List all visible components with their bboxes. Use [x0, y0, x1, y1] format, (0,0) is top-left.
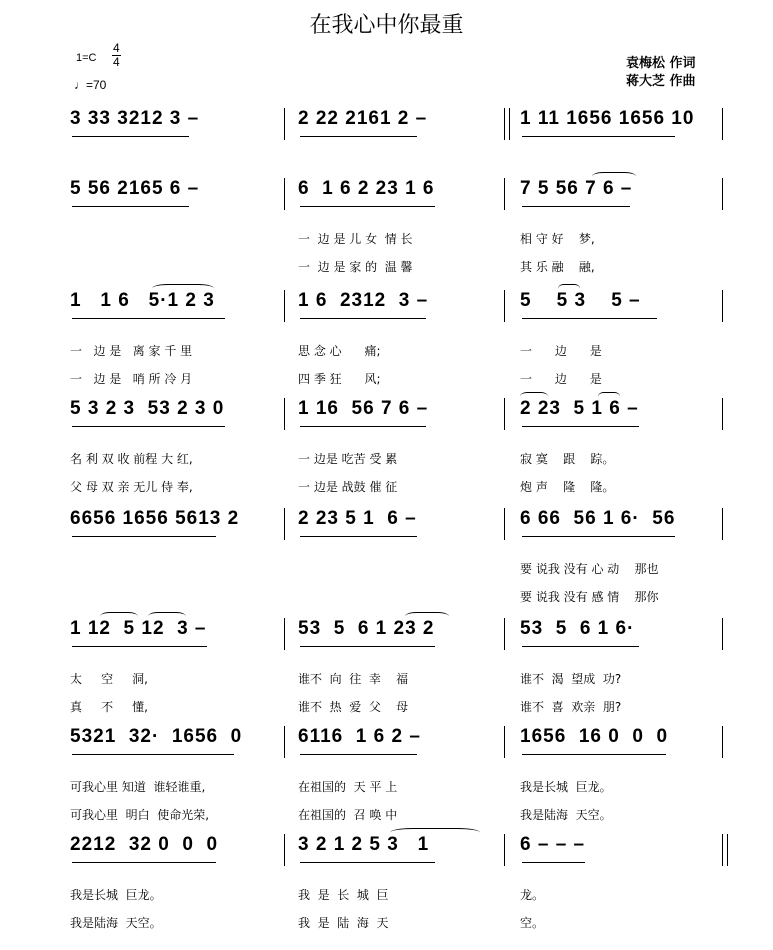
lyric-verse-1: 一 边是 吃苦 受 累	[298, 452, 398, 466]
notes-measure: 6 1 6 2 23 1 6	[298, 178, 435, 199]
notes-measure: 1 6 2312 3 –	[298, 290, 429, 311]
notes-measure: 1656 16 0 0 0	[520, 726, 669, 747]
beam-line	[300, 318, 426, 319]
barline	[284, 108, 285, 140]
beam-line	[72, 754, 234, 755]
slur-mark	[152, 284, 214, 293]
lyric-verse-2: 一 边 是	[520, 372, 602, 386]
beam-line	[300, 426, 426, 427]
notes-measure: 1 1 6 5·1 2 3	[70, 290, 215, 311]
beam-line	[72, 136, 189, 137]
notes-measure: 1 16 56 7 6 –	[298, 398, 429, 419]
beam-line	[72, 206, 189, 207]
beam-line	[300, 862, 435, 863]
barline	[722, 398, 723, 430]
lyric-verse-1: 谁不 渴 望成 功?	[520, 672, 622, 686]
barline	[284, 508, 285, 540]
lyric-verse-2: 一 边是 战鼓 催 征	[298, 480, 398, 494]
lyric-verse-2: 一 边 是 哨 所 冷 月	[70, 372, 193, 386]
lyricist-credit: 袁梅松 作词	[626, 56, 696, 71]
notes-measure: 2 22 2161 2 –	[298, 108, 428, 129]
beam-line	[522, 754, 666, 755]
barline	[284, 618, 285, 650]
lyric-verse-1: 太 空 洞,	[70, 672, 148, 686]
lyric-verse-1: 相 守 好 梦,	[520, 232, 595, 246]
beam-line	[72, 646, 207, 647]
barline	[504, 290, 505, 322]
lyric-verse-2: 我是陆海 天空。	[70, 916, 162, 930]
beam-line	[72, 318, 225, 319]
notes-measure: 6116 1 6 2 –	[298, 726, 421, 747]
notes-measure: 6 66 56 1 6· 56	[520, 508, 676, 529]
notes-measure: 6656 1656 5613 2	[70, 508, 240, 529]
barline	[504, 508, 505, 540]
slur-mark	[558, 284, 580, 293]
beam-line	[522, 136, 675, 137]
notes-measure: 5 5 3 5 –	[520, 290, 641, 311]
barline	[722, 508, 723, 540]
lyric-verse-1: 我是长城 巨龙。	[520, 780, 612, 794]
notes-measure: 2 23 5 1 6 –	[520, 398, 639, 419]
beam-line	[522, 426, 639, 427]
barline	[284, 178, 285, 210]
notes-measure: 5 3 2 3 53 2 3 0	[70, 398, 225, 419]
lyric-verse-1: 一 边 是 儿 女 情 长	[298, 232, 413, 246]
lyric-verse-2: 其 乐 融 融,	[520, 260, 595, 274]
tempo-marking: ♩=70	[74, 78, 107, 92]
lyric-verse-1: 思 念 心 痛;	[298, 344, 381, 358]
beam-line	[522, 536, 675, 537]
barline	[504, 108, 510, 140]
notes-measure: 2 23 5 1 6 –	[298, 508, 417, 529]
beam-line	[300, 536, 417, 537]
beam-line	[72, 536, 216, 537]
beam-line	[72, 862, 216, 863]
notes-measure: 3 2 1 2 5 3 1	[298, 834, 430, 855]
lyric-verse-2: 四 季 狂 风;	[298, 372, 381, 386]
lyric-verse-2: 真 不 懂,	[70, 700, 148, 714]
song-title: 在我心中你最重	[309, 13, 464, 38]
barline	[722, 834, 728, 866]
lyric-verse-1: 名 利 双 收 前程 大 红,	[70, 452, 193, 466]
barline	[284, 834, 285, 866]
lyric-verse-1: 可我心里 知道 谁轻谁重,	[70, 780, 206, 794]
beam-line	[522, 206, 630, 207]
barline	[722, 178, 723, 210]
time-signature-top: 4	[113, 41, 120, 55]
lyric-verse-2: 要 说我 没有 感 情 那你	[520, 590, 659, 604]
barline	[722, 618, 723, 650]
barline	[504, 398, 505, 430]
notes-measure: 6 – – –	[520, 834, 586, 855]
lyric-verse-1: 我 是 长 城 巨	[298, 888, 389, 902]
time-signature-bottom: 4	[113, 55, 120, 69]
beam-line	[522, 318, 657, 319]
lyric-verse-1: 一 边 是 离 家 千 里	[70, 344, 193, 358]
lyric-verse-2: 在祖国的 召 唤 中	[298, 808, 398, 822]
barline	[504, 178, 505, 210]
key-signature: 1=C	[76, 52, 97, 64]
beam-line	[522, 862, 585, 863]
lyric-verse-1: 在祖国的 天 平 上	[298, 780, 398, 794]
lyric-verse-2: 我是陆海 天空。	[520, 808, 612, 822]
slur-mark	[390, 828, 480, 837]
notes-measure: 53 5 6 1 23 2	[298, 618, 435, 639]
barline	[284, 726, 285, 758]
barline	[722, 290, 723, 322]
barline	[722, 726, 723, 758]
lyric-verse-2: 谁不 喜 欢亲 朋?	[520, 700, 622, 714]
lyric-verse-1: 龙。	[520, 888, 545, 902]
beam-line	[522, 646, 639, 647]
notes-measure: 7 5 56 7 6 –	[520, 178, 633, 199]
lyric-verse-1: 要 说我 没有 心 动 那也	[520, 562, 659, 576]
notes-measure: 53 5 6 1 6·	[520, 618, 635, 639]
notes-measure: 2212 32 0 0 0	[70, 834, 219, 855]
composer-credit: 蒋大芝 作曲	[626, 74, 696, 89]
slur-mark	[592, 172, 636, 181]
barline	[504, 618, 505, 650]
barline	[722, 108, 723, 140]
time-signature	[112, 42, 121, 69]
slur-mark	[148, 612, 186, 621]
beam-line	[300, 646, 435, 647]
lyric-verse-1: 谁不 向 往 幸 福	[298, 672, 409, 686]
lyric-verse-1: 我是长城 巨龙。	[70, 888, 162, 902]
beam-line	[300, 136, 417, 137]
lyric-verse-2: 我 是 陆 海 天	[298, 916, 389, 930]
lyric-verse-2: 炮 声 隆 隆。	[520, 480, 615, 494]
barline	[284, 290, 285, 322]
lyric-verse-1: 寂 寞 跟 踪。	[520, 452, 615, 466]
lyric-verse-2: 一 边 是 家 的 温 馨	[298, 260, 413, 274]
slur-mark	[405, 612, 449, 621]
lyric-verse-2: 谁不 热 爱 父 母	[298, 700, 409, 714]
lyric-verse-2: 空。	[520, 916, 545, 930]
lyric-verse-2: 可我心里 明白 使命光荣,	[70, 808, 210, 822]
beam-line	[300, 206, 435, 207]
notes-measure: 3 33 3212 3 –	[70, 108, 200, 129]
barline	[504, 834, 505, 866]
lyric-verse-1: 一 边 是	[520, 344, 602, 358]
lyric-verse-2: 父 母 双 亲 无儿 侍 奉,	[70, 480, 193, 494]
notes-measure: 5 56 2165 6 –	[70, 178, 200, 199]
slur-mark	[598, 392, 620, 401]
notes-measure: 5321 32· 1656 0	[70, 726, 243, 747]
notes-measure: 1 11 1656 1656 10	[520, 108, 695, 129]
slur-mark	[520, 392, 548, 401]
beam-line	[300, 754, 417, 755]
barline	[284, 398, 285, 430]
barline	[504, 726, 505, 758]
beam-line	[72, 426, 225, 427]
notes-measure: 1 12 5 12 3 –	[70, 618, 207, 639]
slur-mark	[100, 612, 138, 621]
